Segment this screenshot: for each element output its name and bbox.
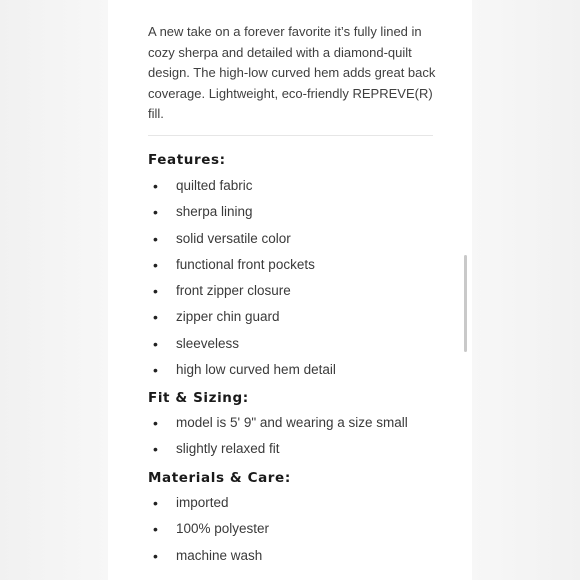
list-item bbox=[148, 357, 336, 383]
list-item bbox=[148, 304, 336, 330]
list-item-text: 100% polyester bbox=[176, 521, 270, 537]
divider bbox=[148, 135, 433, 136]
bullet-icon: • bbox=[153, 415, 158, 431]
list-item-text: imported bbox=[176, 495, 229, 510]
list-item-text: model is 5' 9" and wearing a size small bbox=[176, 415, 408, 430]
list-item bbox=[148, 410, 408, 436]
list-item bbox=[148, 173, 336, 199]
background-right bbox=[472, 0, 580, 580]
list-item bbox=[148, 331, 336, 357]
bullet-icon: • bbox=[153, 495, 158, 511]
list-item-text: machine wash bbox=[176, 547, 263, 563]
bullet-icon: • bbox=[153, 441, 158, 458]
features-heading: Features: bbox=[148, 152, 226, 168]
list-item bbox=[148, 490, 269, 516]
list-item bbox=[148, 278, 336, 304]
list-item bbox=[148, 252, 336, 278]
materials-care-heading: Materials & Care: bbox=[148, 470, 291, 486]
background-left bbox=[0, 0, 108, 580]
bullet-icon: • bbox=[153, 309, 158, 326]
materials-care-list bbox=[148, 490, 269, 569]
list-item-text: sleeveless bbox=[176, 335, 240, 351]
features-list bbox=[148, 173, 336, 383]
list-item bbox=[148, 516, 269, 542]
bullet-icon: • bbox=[153, 283, 158, 300]
product-details-panel[interactable] bbox=[108, 0, 472, 580]
list-item-text: slightly relaxed fit bbox=[176, 441, 280, 457]
fit-sizing-heading: Fit & Sizing: bbox=[148, 390, 249, 406]
list-item bbox=[148, 199, 336, 225]
list-item-text: solid versatile color bbox=[176, 230, 291, 246]
bullet-icon: • bbox=[153, 362, 158, 379]
list-item-text: sherpa lining bbox=[176, 204, 253, 220]
product-description: A new take on a forever favorite it’s fully lined in cozy sherpa and detailed with a diamond-quilt design. The high-low curved hem adds great back coverage. Lightweight, eco-friendly REPREVE(R) fill. bbox=[148, 24, 436, 121]
scrollbar[interactable] bbox=[464, 255, 468, 352]
scrollbar-thumb[interactable] bbox=[464, 255, 467, 352]
bullet-icon: • bbox=[153, 230, 158, 247]
bullet-icon: • bbox=[153, 335, 158, 352]
bullet-icon: • bbox=[153, 521, 158, 538]
fit-sizing-list bbox=[148, 410, 408, 463]
bullet-icon: • bbox=[153, 547, 158, 564]
list-item-text: functional front pockets bbox=[176, 256, 315, 272]
list-item-text: high low curved hem detail bbox=[176, 362, 336, 378]
bullet-icon: • bbox=[153, 256, 158, 273]
list-item bbox=[148, 436, 408, 462]
list-item-text: zipper chin guard bbox=[176, 309, 280, 325]
list-item bbox=[148, 543, 269, 569]
list-item-text: front zipper closure bbox=[176, 283, 291, 299]
bullet-icon: • bbox=[153, 178, 158, 194]
list-item-text: quilted fabric bbox=[176, 178, 253, 193]
bullet-icon: • bbox=[153, 204, 158, 221]
list-item bbox=[148, 226, 336, 252]
